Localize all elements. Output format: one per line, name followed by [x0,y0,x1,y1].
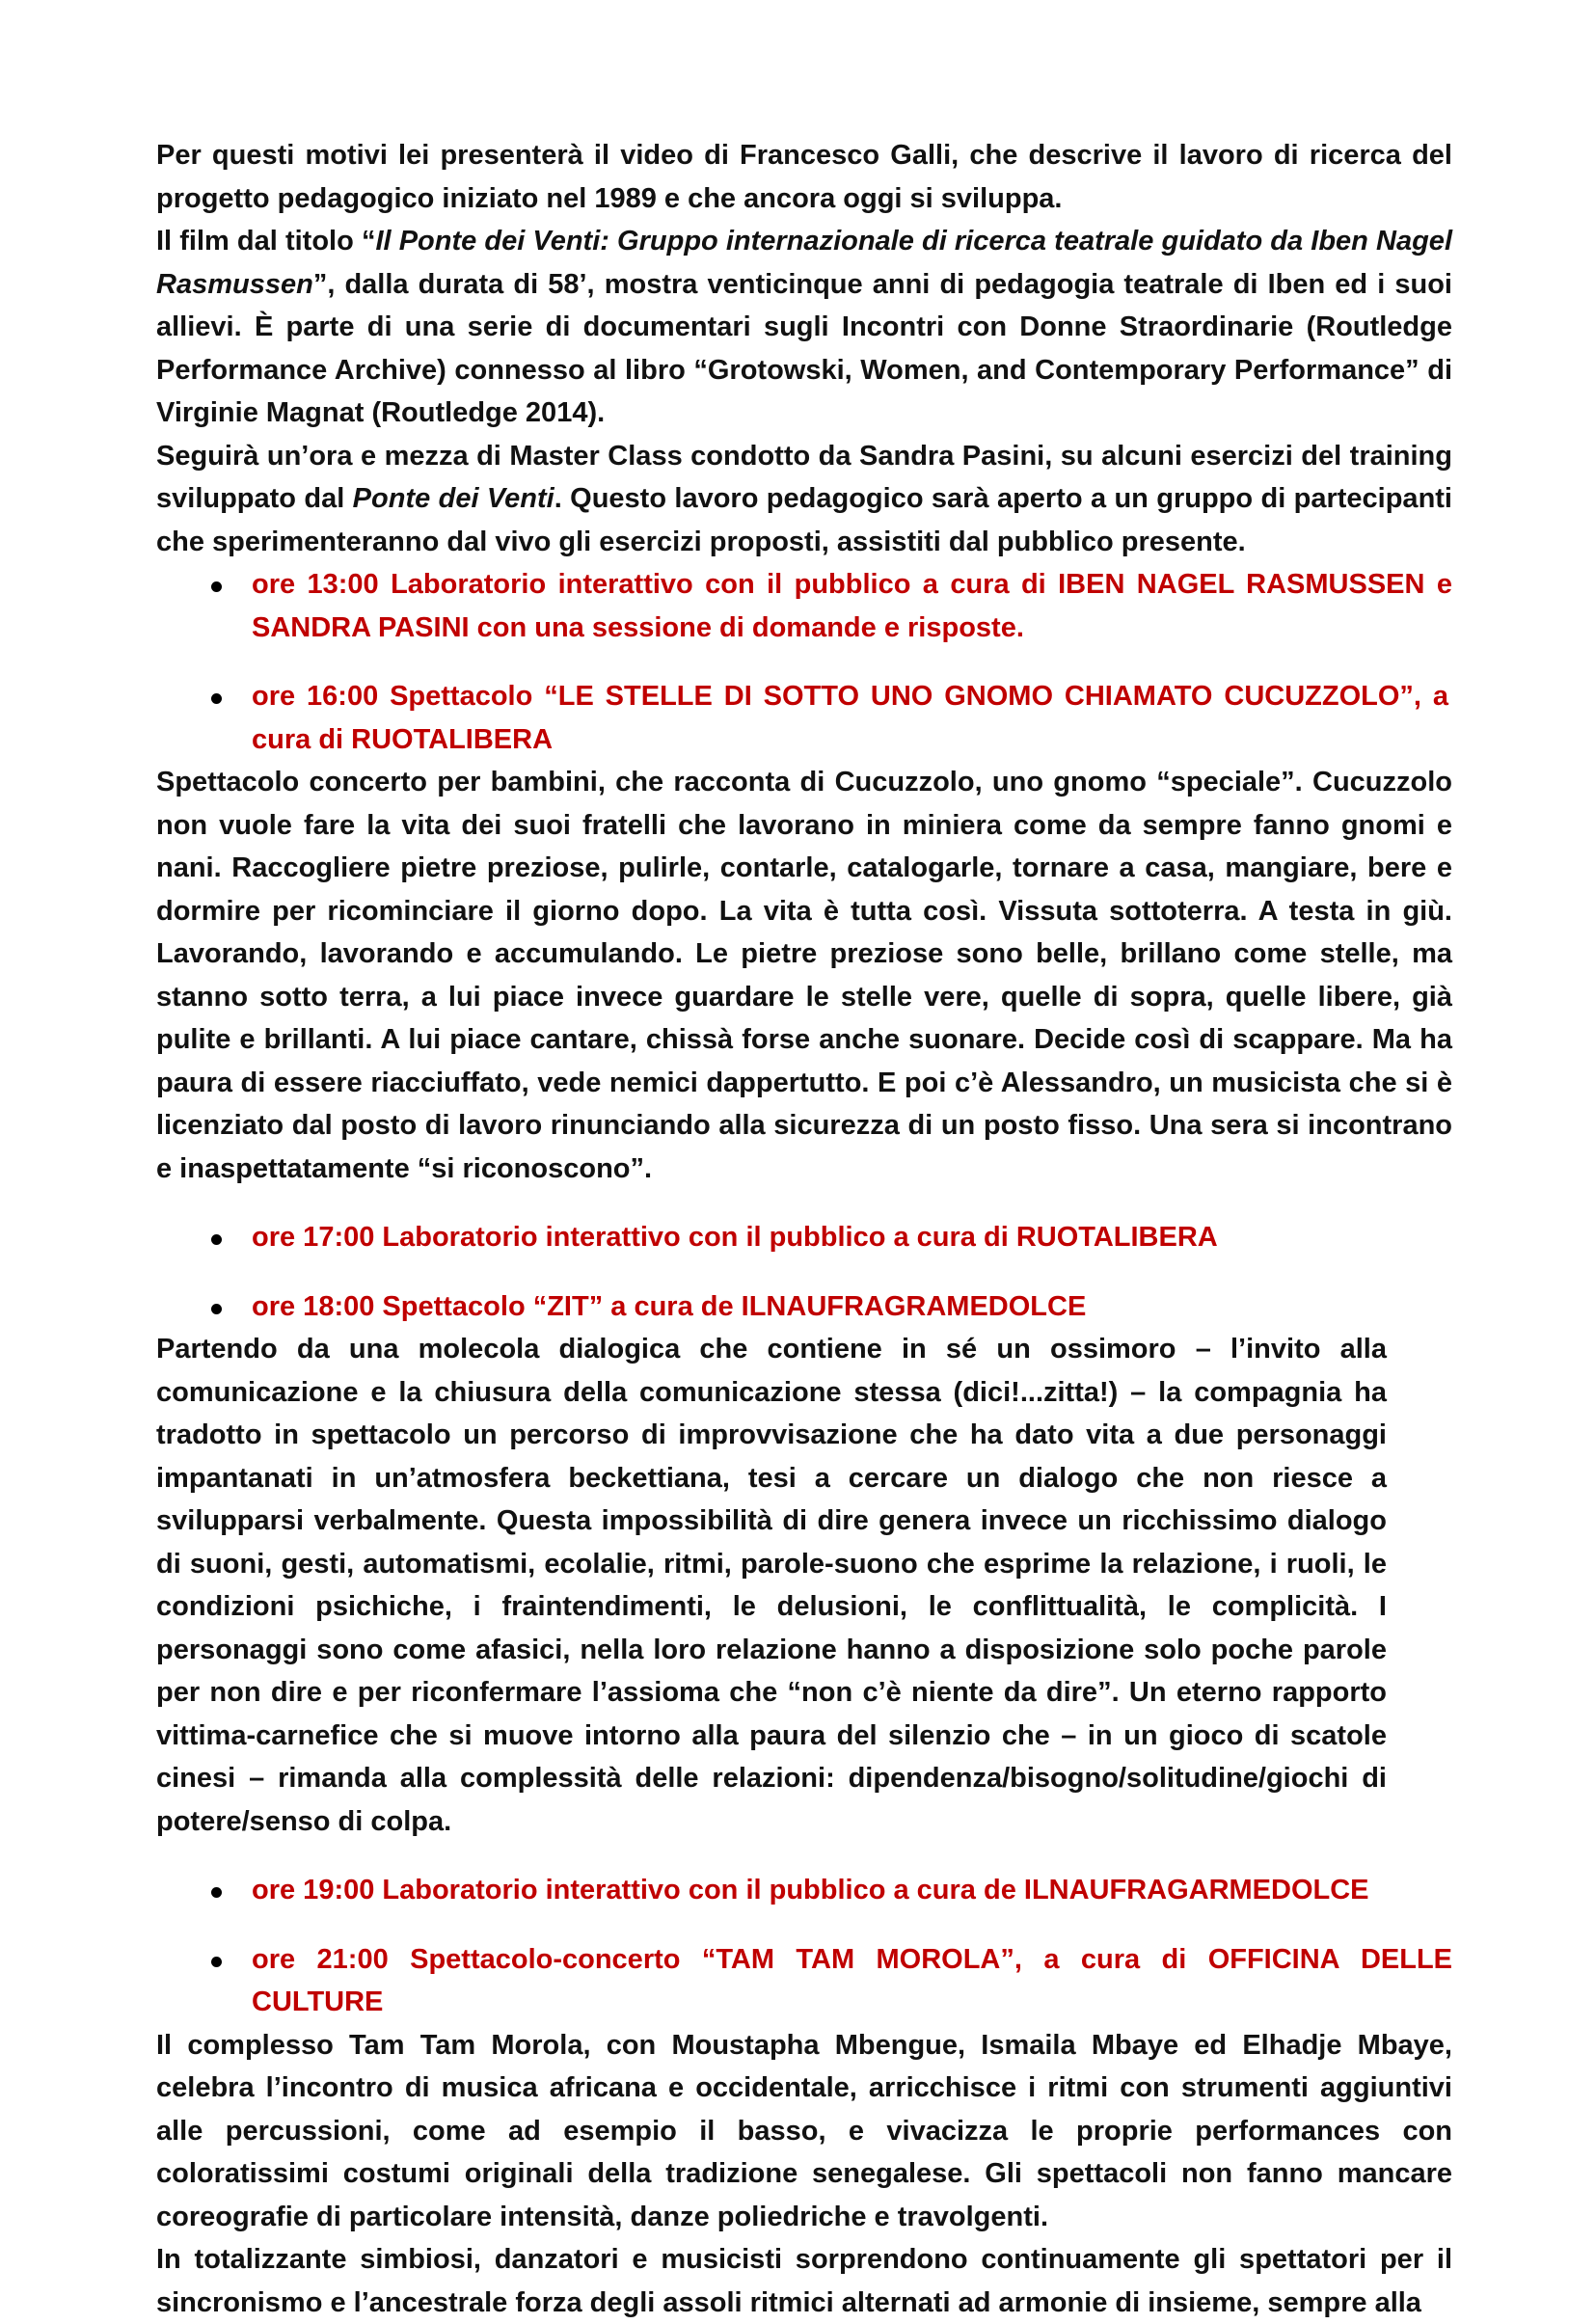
paragraph-cucuzzolo-description [156,761,1452,1190]
spacer [156,1843,1452,1869]
event-item-1600 [156,675,1452,761]
ponte-dei-venti-title: Ponte dei Venti [352,483,554,514]
event-text: ore 17:00 Laboratorio interattivo con il pubblico a cura di RUOTALIBERA [252,1222,1218,1253]
symbiosis-text: In totalizzante simbiosi, danzatori e musicisti sorprendono continuamente gli spettatori per il sincronismo e l’ancestrale forza degli assoli ritmici alternati ad armonie di insieme, sempre alla [156,2244,1452,2318]
event-text: ore 21:00 Spettacolo-concerto “TAM TAM MOROLA”, a cura di OFFICINA DELLE CULTURE [252,1943,1452,2017]
spacer [156,649,1452,675]
bullet-icon [211,1957,222,1967]
event-text: ore 19:00 Laboratorio interattivo con il pubblico a cura de ILNAUFRAGARMEDOLCE [252,1875,1369,1905]
paragraph-symbiosis [156,2238,1452,2324]
paragraph-zit-description [156,1328,1387,1843]
event-text: ore 18:00 Spettacolo “ZIT” a cura de ILNAUFRAGRAMEDOLCE [252,1290,1087,1322]
bullet-icon [211,1234,222,1245]
paragraph-video-intro [156,134,1452,220]
film-text-end: ”, dalla durata di 58’, mostra venticinque anni di pedagogia teatrale di Iben ed i suoi allievi. È parte di una serie di documentari sugli Incontri con Donne Straordinarie (Routledge Performance Archive) connesso al libro “Grotowski, Women, and Contemporary Performance” di Virginie Magnat (Routledge 2014). [156,268,1452,428]
bullet-icon [211,581,222,592]
spacer [156,1912,1452,1938]
paragraph-film-description [156,220,1452,435]
event-text: ore 16:00 Spettacolo “LE STELLE DI SOTTO UNO GNOMO CHIAMATO CUCUZZOLO”, a cura di RUOTALIBERA [252,681,1448,755]
bullet-icon [211,1304,222,1314]
event-item-1800 [156,1285,1452,1329]
master-class-text-start: Seguirà un’ora e mezza di Master Class condotto da Sandra Pasini, su alcuni esercizi del training sviluppato dal [156,440,1452,514]
event-item-1300 [156,563,1452,649]
spacer [156,1259,1452,1285]
film-text-start: Il film dal titolo “ [156,226,376,257]
zit-description-text: Partendo da una molecola dialogica che contiene in sé un ossimoro – l’invito alla comunicazione e la chiusura della comunicazione stessa (dici!...zitta!) – la compagnia ha tradotto in spettacolo un percorso di improvvisazione che ha dato vita a due personaggi impantanati in un’atmosfera beckettiana, tesi a cercare un dialogo che non riesce a svilupparsi verbalmente. Questa impossibilità di dire genera invece un ricchissimo dialogo di suoni, gesti, automatismi, ecolalie, ritmi, parole-suono che esprime la relazione, i ruoli, le condizioni psichiche, i fraintendimenti, le delusioni, le conflittualità, le complicità. I personaggi sono come afasici, nella loro relazione hanno a disposizione solo poche parole per non dire e per riconfermare l’assioma che “non c’è niente da dire”. Un eterno rapporto vittima-carnefice che si muove intorno alla paura del silenzio che – in un gioco di scatole cinesi – rimanda alla complessità delle relazioni: dipendenza/bisogno/solitudine/giochi di potere/senso di colpa. [156,1334,1387,1837]
paragraph-master-class [156,435,1452,564]
cucuzzolo-description-text: Spettacolo concerto per bambini, che racconta di Cucuzzolo, uno gnomo “speciale”. Cucuzzolo non vuole fare la vita dei suoi fratelli che lavorano in miniera come da sempre fanno gnomi e nani. Raccogliere pietre preziose, pulirle, contarle, catalogarle, tornare a casa, mangiare, bere e dormire per ricominciare il giorno dopo. La vita è tutta così. Vissuta sottoterra. A testa in giù. Lavorando, lavorando e accumulando. Le pietre preziose sono belle, brillano come stelle, ma stanno sotto terra, a lui piace invece guardare le stelle vere, quelle di sopra, quelle libere, già pulite e brillanti. A lui piace cantare, chissà forse anche suonare. Decide così di scappare. Ma ha paura di essere riacciuffato, vede nemici dappertutto. E poi c’è Alessandro, un musicista che si è licenziato dal posto di lavoro rinunciando alla sicurezza di un posto fisso. Una sera si incontrano e inaspettatamente “si riconoscono”. [156,767,1452,1184]
spacer [156,1190,1452,1216]
paragraph-tam-tam-morola-description [156,2024,1452,2239]
bullet-icon [211,1887,222,1898]
master-class-text-end: . Questo lavoro pedagogico sarà aperto a un gruppo di partecipanti che sperimenteranno dal vivo gli esercizi proposti, assistiti dal pubblico presente. [156,483,1452,557]
paragraph-video-intro-text: Per questi motivi lei presenterà il video di Francesco Galli, che descrive il lavoro di ricerca del progetto pedagogico iniziato nel 1989 e che ancora oggi si sviluppa. [156,140,1452,214]
film-title: Il Ponte dei Venti: Gruppo internazionale di ricerca teatrale guidato da Iben Nagel Rasmussen [156,226,1452,300]
bullet-icon [211,693,222,704]
event-text: ore 13:00 Laboratorio interattivo con il pubblico a cura di IBEN NAGEL RASMUSSEN e SANDRA PASINI con una sessione di domande e risposte. [252,569,1452,643]
tam-tam-morola-description-text: Il complesso Tam Tam Morola, con Moustapha Mbengue, Ismaila Mbaye ed Elhadje Mbaye, celebra l’incontro di musica africana e occidentale, arricchisce i ritmi con strumenti aggiuntivi alle percussioni, come ad esempio il basso, e vivacizza le proprie performances con coloratissimi costumi originali della tradizione senegalese. Gli spettacoli non fanno mancare coreografie di particolare intensità, danze poliedriche e travolgenti. [156,2029,1452,2232]
event-item-1700 [156,1216,1452,1259]
event-item-2100 [156,1938,1452,2024]
event-item-1900 [156,1869,1452,1912]
